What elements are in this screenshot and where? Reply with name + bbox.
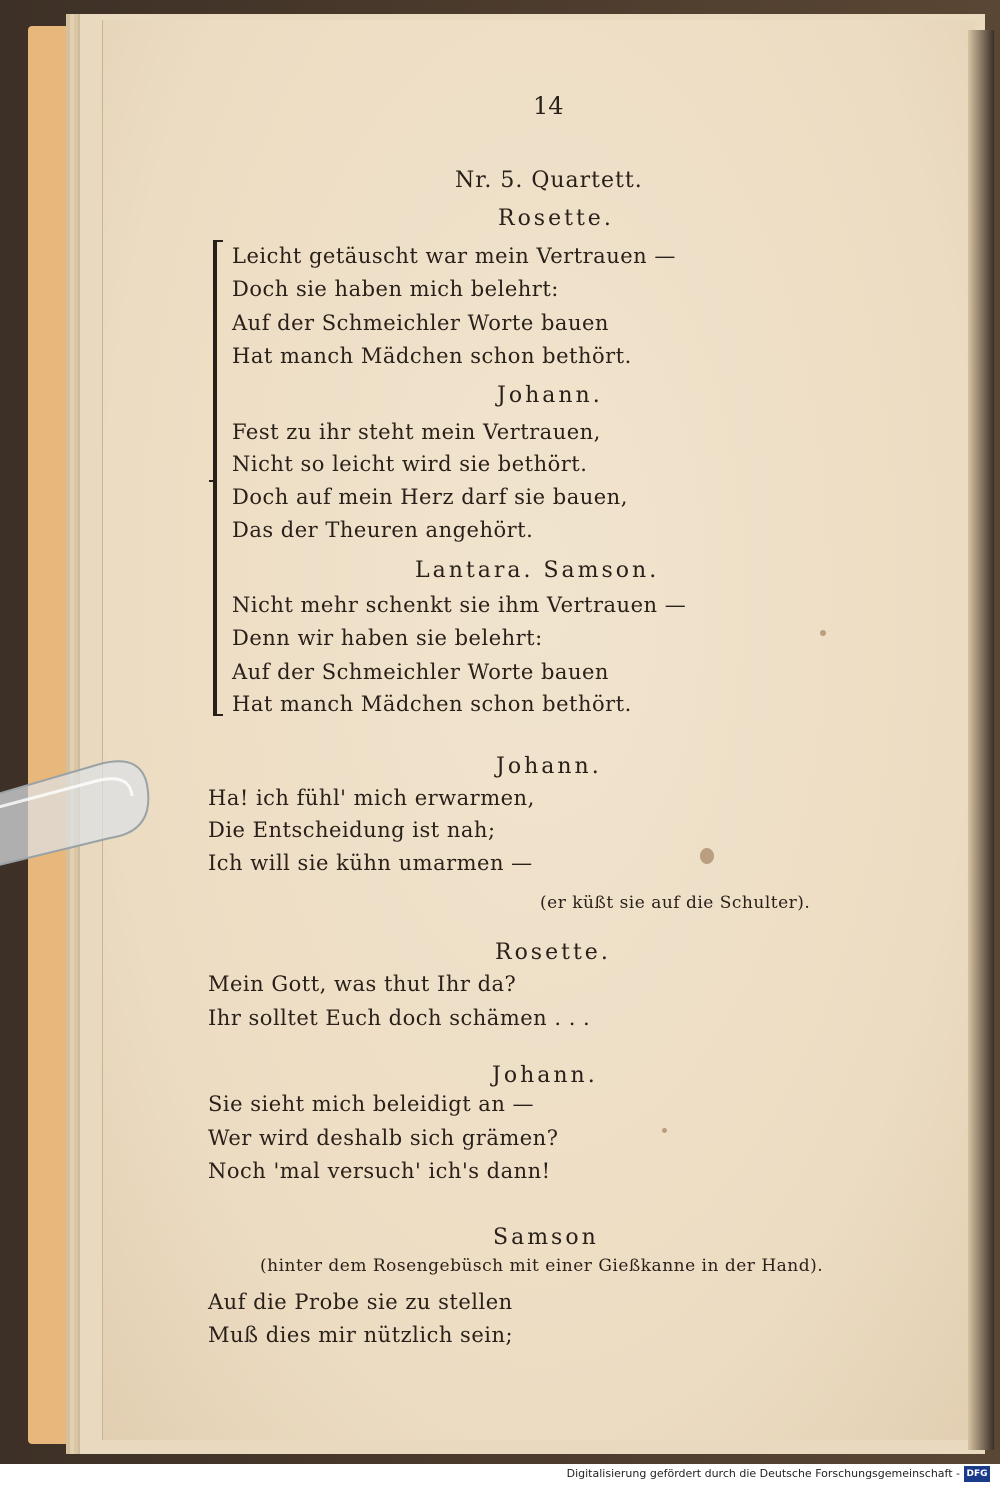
verse-line: Noch 'mal versuch' ich's dann! bbox=[208, 1159, 551, 1183]
stain-spot bbox=[662, 1128, 667, 1133]
verse-line: Fest zu ihr steht mein Vertrauen, bbox=[232, 420, 601, 444]
speaker-name: Rosette. bbox=[498, 206, 614, 231]
speaker-name: Johann. bbox=[492, 1063, 598, 1088]
stage-direction: (hinter dem Rosengebüsch mit einer Gießkanne in der Hand). bbox=[260, 1256, 824, 1276]
speaker-name: Johann. bbox=[496, 754, 602, 779]
verse-line: Hat manch Mädchen schon bethört. bbox=[232, 344, 632, 368]
verse-line: Sie sieht mich beleidigt an — bbox=[208, 1092, 535, 1116]
speaker-name: Rosette. bbox=[495, 940, 611, 965]
page-gutter-shadow bbox=[968, 30, 994, 1450]
verse-line: Auf die Probe sie zu stellen bbox=[208, 1290, 513, 1314]
stain-spot bbox=[820, 630, 826, 636]
verse-line: Das der Theuren angehört. bbox=[232, 518, 534, 542]
verse-line: Muß dies mir nützlich sein; bbox=[208, 1323, 514, 1347]
verse-line: Denn wir haben sie belehrt: bbox=[232, 626, 543, 650]
page-holder-glass bbox=[0, 752, 150, 892]
bracket-tick bbox=[215, 714, 223, 716]
verse-line: Auf der Schmeichler Worte bauen bbox=[232, 660, 609, 684]
verse-line: Nicht mehr schenkt sie ihm Vertrauen — bbox=[232, 593, 687, 617]
verse-line: Mein Gott, was thut Ihr da? bbox=[208, 972, 517, 996]
speaker-name: Johann. bbox=[497, 383, 603, 408]
speaker-name: Samson bbox=[493, 1225, 599, 1250]
section-heading: Nr. 5. Quartett. bbox=[455, 168, 643, 193]
verse-line: Ich will sie kühn umarmen — bbox=[208, 851, 533, 875]
bracket-tick bbox=[215, 240, 223, 242]
verse-line: Ha! ich fühl' mich erwarmen, bbox=[208, 786, 535, 810]
stain-spot bbox=[700, 848, 714, 864]
verse-line: Doch sie haben mich belehrt: bbox=[232, 277, 559, 301]
speaker-name: Lantara. Samson. bbox=[415, 558, 660, 583]
verse-line: Hat manch Mädchen schon bethört. bbox=[232, 692, 632, 716]
verse-line: Wer wird deshalb sich grämen? bbox=[208, 1126, 559, 1150]
dfg-logo: DFG bbox=[964, 1466, 990, 1482]
verse-line: Leicht getäuscht war mein Vertrauen — bbox=[232, 244, 676, 268]
verse-line: Ihr solltet Euch doch schämen . . . bbox=[208, 1006, 591, 1030]
verse-line: Die Entscheidung ist nah; bbox=[208, 818, 496, 842]
verse-line: Nicht so leicht wird sie bethört. bbox=[232, 452, 588, 476]
verse-line: Doch auf mein Herz darf sie bauen, bbox=[232, 485, 628, 509]
verse-bracket bbox=[213, 240, 217, 716]
verse-line: Auf der Schmeichler Worte bauen bbox=[232, 311, 609, 335]
page-number: 14 bbox=[533, 92, 564, 120]
bracket-tick bbox=[209, 480, 217, 482]
stage-direction: (er küßt sie auf die Schulter). bbox=[540, 893, 811, 913]
funding-notice: Digitalisierung gefördert durch die Deutsche Forschungsgemeinschaft - bbox=[566, 1467, 960, 1480]
